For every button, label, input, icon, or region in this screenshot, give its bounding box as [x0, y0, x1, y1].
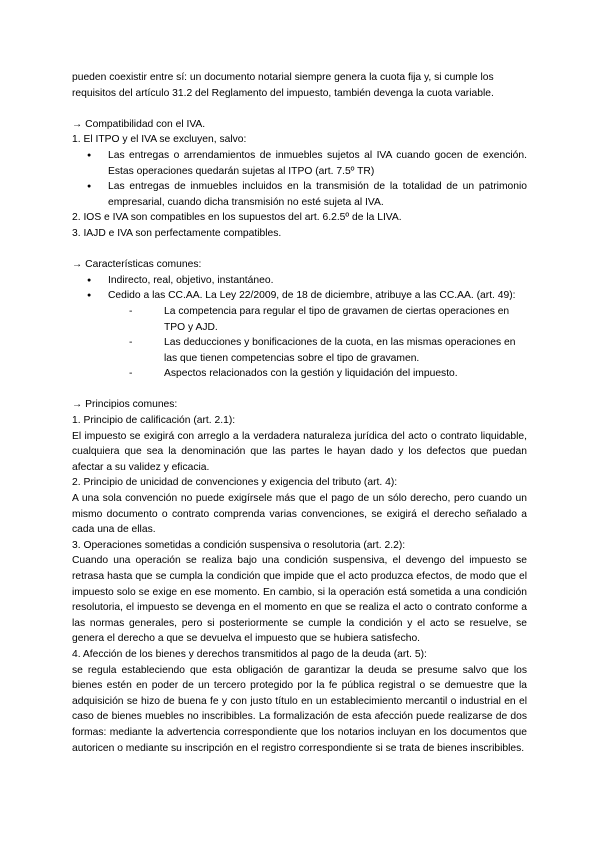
- intro-line-1: pueden coexistir entre sí: un documento notarial siempre genera la cuota fija y, si cumple los: [72, 72, 494, 83]
- principle-1-title: 1. Principio de calificación (art. 2.1):: [72, 415, 236, 427]
- compat-item-3: 3. IAJD e IVA son perfectamente compatibles.: [72, 227, 282, 239]
- compat-item-1: 1. El ITPO y el IVA se excluyen, salvo:: [72, 134, 247, 146]
- principle-4-text: se regula estableciendo que esta obligación de garantizar la deuda se presume salvo que los bienes estén en poder de un tercero protegido por la fe pública registral o se demuestre que la adquisición se hizo de buena fe y con justo título en un establecimiento mercantil o industrial en el caso de bienes muebles no inscribibles. La formalización de esta afección puede realizarse de dos formas: mediante la advertencia correspondiente que los notarios incluyan en los documentos que autoricen o mediante su inscripción en el registro correspondiente si se trata de bienes inscribibles.: [72, 664, 527, 754]
- caract-bullet-2: ● Cedido a las CC.AA. La Ley 22/2009, de 18 de diciembre, atribuye a las CC.AA. (art. 49):: [72, 288, 527, 304]
- caract-heading: → Características comunes:: [72, 259, 202, 271]
- compat-bullet-1: ● Las entregas o arrendamientos de inmuebles sujetos al IVA cuando gocen de exención. Estas operaciones quedarán sujetas al ITPO (art. 7.5º TR): [72, 148, 527, 179]
- caract-dash-3: - Aspectos relacionados con la gestión y liquidación del impuesto.: [72, 366, 527, 382]
- principle-1-text: El impuesto se exigirá con arreglo a la verdadera naturaleza jurídica del acto o contrato liquidable, cualquiera que sea la denominación que las partes le hayan dado y los defectos que puedan afectar a su validez y eficacia.: [72, 430, 527, 473]
- principle-3-text: Cuando una operación se realiza bajo una condición suspensiva, el devengo del impuesto se retrasa hasta que se cumpla la condición que impide que el acto produzca efectos, de modo que el impuesto solo se exige en ese momento. En cambio, si la operación está sometida a una condición resolutoria, el impuesto se devenga en el momento en que se realiza el acto o contrato conforme a las normas generales, pero si posteriormente se cumple la condición y el acto se resuelve, se genera el derecho a que se devuelva el impuesto que se hubiera satisfecho.: [72, 555, 527, 645]
- compat-heading: → Compatibilidad con el IVA.: [72, 118, 206, 130]
- caract-dash-1: - La competencia para regular el tipo de gravamen de ciertas operaciones en TPO y AJD.: [72, 304, 527, 335]
- principle-3-title: 3. Operaciones sometidas a condición suspensiva o resolutoria (art. 2.2):: [72, 539, 406, 551]
- document-body: [72, 70, 527, 756]
- caract-dash-list: [72, 304, 527, 382]
- caract-bullet-1: ● Indirecto, real, objetivo, instantáneo.: [72, 273, 527, 289]
- caract-dash-2: - Las deducciones y bonificaciones de la cuota, en las mismas operaciones en las que tienen competencias sobre el tipo de gravamen.: [72, 335, 527, 366]
- principle-4-title: 4. Afección de los bienes y derechos transmitidos al pago de la deuda (art. 5):: [72, 648, 427, 660]
- compat-item-2: 2. IOS e IVA son compatibles en los supuestos del art. 6.2.5º de la LIVA.: [72, 212, 402, 224]
- compat-bullet-2: ● Las entregas de inmuebles incluidos en la transmisión de la totalidad de un patrimonio empresarial, cuando dicha transmisión no esté sujeta al IVA.: [72, 179, 527, 210]
- principios-heading: → Principios comunes:: [72, 399, 178, 411]
- principle-2-text: A una sola convención no puede exigírsele más que el pago de un sólo derecho, pero cuando un mismo documento o contrato comprenda varias convenciones, se exigirá el derecho señalado a cada una de ellas.: [72, 493, 527, 536]
- principle-2-title: 2. Principio de unicidad de convenciones y exigencia del tributo (art. 4):: [72, 477, 398, 489]
- compat-bullet-list: [72, 148, 527, 210]
- caract-bullet-list: [72, 273, 527, 304]
- intro-line-2: requisitos del artículo 31.2 del Reglamento del impuesto, también devenga la cuota variable.: [72, 87, 494, 99]
